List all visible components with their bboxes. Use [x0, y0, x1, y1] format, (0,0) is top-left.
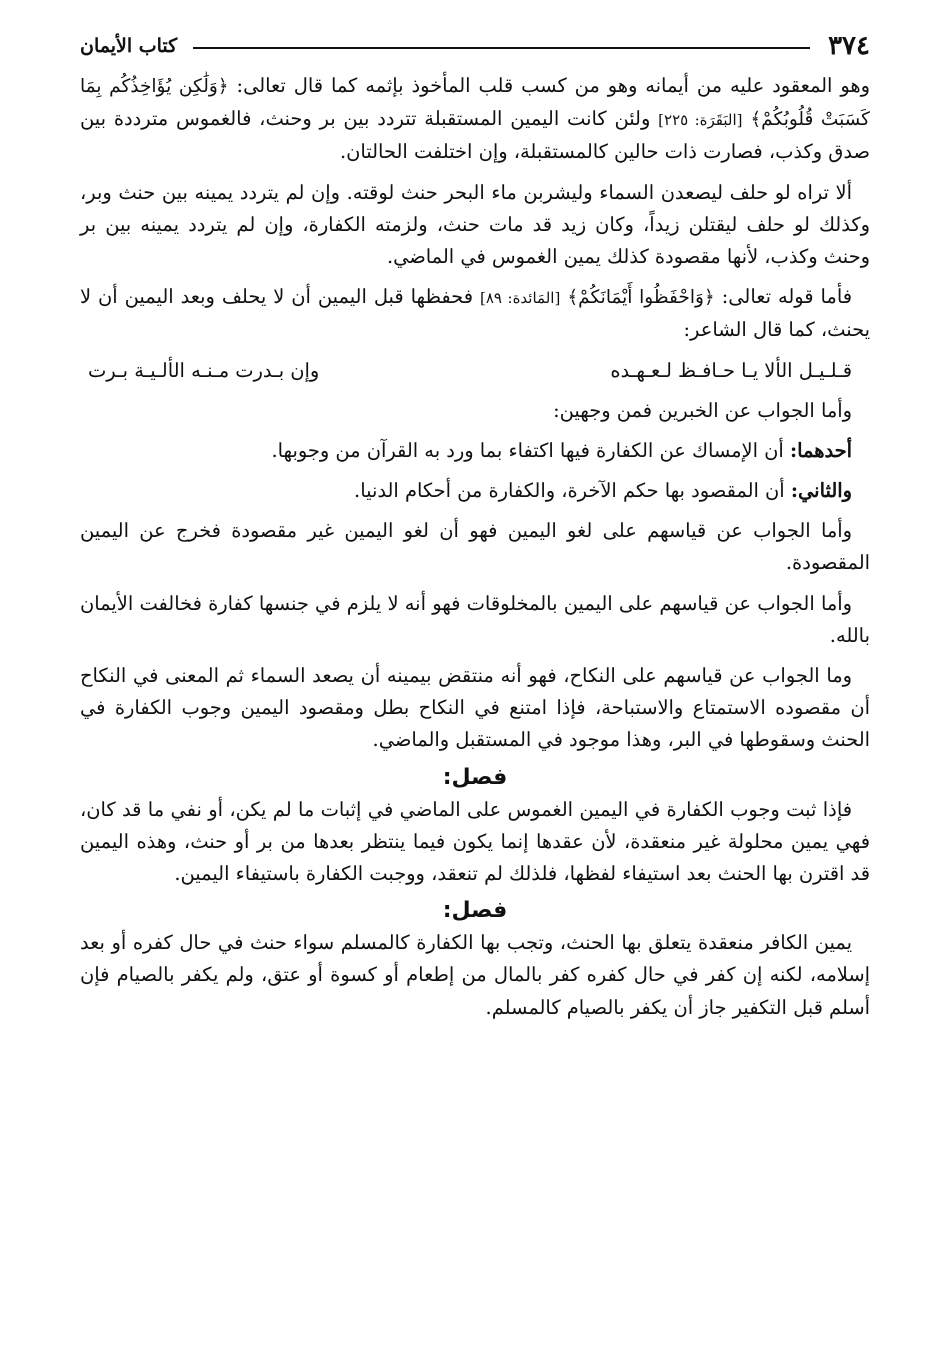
paragraph-10: فإذا ثبت وجوب الكفارة في اليمين الغموس على الماضي في إثبات ما لم يكن، أو نفي ما قد كان، فهي يمين محلولة غير منعقدة، لأن عقدها إنما يكون فيما ينتظر بعدها من بر أو حنث، وهذه اليمين قد اقترن بها الحنث بعد استيفاء لفظها، فلذلك لم تنعقد، ووجبت الكفارة باستيفاء اليمين.	[80, 797, 870, 886]
poem-second-hemistich: وإن بـدرت مـنـه الألـيـة بـرت	[88, 358, 320, 382]
paragraph-1-end: ولئن كانت اليمين المستقبلة تتردد بين بر وحنث، فالغموس مترددة بين صدق وكذب، فصارت ذات حالين كالمستقبلة، وإن اختلفت الحالتان.	[80, 107, 870, 164]
paragraph-4: وأما الجواب عن الخبرين فمن وجهين:	[553, 398, 852, 422]
second-point-label: والثاني:	[790, 479, 852, 503]
paragraph-1	[80, 70, 870, 169]
page-header	[80, 22, 870, 70]
poem-verse	[88, 355, 852, 387]
quran-verse-1: ﴿وَلَٰكِن يُؤَاخِذُكُم بِمَا كَسَبَتْ قُلُوبُكُمْ﴾	[80, 76, 870, 131]
paragraph-8: وأما الجواب عن قياسهم على اليمين بالمخلوقات فهو أنه لا يلزم في جنسها كفارة فخالفت الأيمان بالله.	[80, 591, 870, 647]
paragraph-11: يمين الكافر منعقدة يتعلق بها الحنث، وتجب بها الكفارة كالمسلم سواء حنث في حال كفره أو بعد إسلامه، لكنه إن كفر في حال كفره كفر بالمال من إطعام أو كسوة أو عتق، ولم يكفر بالصيام فإن أسلم قبل التكفير جاز أن يكفر بالصيام كالمسلم.	[80, 931, 870, 1019]
verse-reference-1: [البَقَرَة: ٢٢٥]	[658, 111, 743, 130]
page-number: ٣٧٤	[828, 31, 870, 61]
paragraph-3	[80, 281, 870, 346]
second-point-text: أن المقصود بها حكم الآخرة، والكفارة من أحكام الدنيا.	[354, 479, 791, 503]
paragraph-7: وأما الجواب عن قياسهم على لغو اليمين فهو أن لغو اليمين غير مقصودة فخرج عن اليمين المقصودة.	[80, 519, 870, 575]
verse-reference-2: [المَائدة: ٨٩]	[479, 289, 561, 308]
poem-first-hemistich: قـلـيـل الألا يـا حـافـظ لـعـهـده	[610, 358, 852, 382]
book-page	[80, 22, 870, 1032]
first-point-text: أن الإمساك عن الكفارة فيها اكتفاء بما ورد به القرآن من وجوبها.	[271, 438, 790, 462]
section-heading-2: فصل:	[442, 898, 508, 924]
paragraph-9: وما الجواب عن قياسهم على النكاح، فهو أنه منتقض بيمينه أن يصعد السماء ثم المعنى في النكاح أن مقصوده الاستمتاع والاستباحة، فإذا امتنع في النكاح بطل ومقصود اليمين وجوب الكفارة في الحنث وسقوطها في البر، وهذا موجود في المستقبل والماضي.	[80, 664, 870, 752]
quran-verse-2: ﴿وَاحْفَظُوا أَيْمَانَكُمْ﴾	[567, 287, 715, 309]
paragraph-2: ألا تراه لو حلف ليصعدن السماء وليشربن ماء البحر حنث لوقته. وإن لم يتردد يمينه بين حنث وبر، وكذلك لو حلف ليقتلن زيداً، وكان زيد قد مات حنث، ولزمته الكفارة، وإن لم يتردد يمينه بين بر وحنث وكذب، لأنها مقصودة كذلك يمين الغموس في الماضي.	[80, 180, 870, 269]
paragraph-3-start: فأما قوله تعالى:	[714, 285, 852, 309]
first-point-label: أحدهما:	[789, 438, 852, 462]
paragraph-3-end: فحفظها قبل اليمين أن لا يحلف وبعد اليمين أن لا يحنث، كما قال الشاعر:	[80, 285, 870, 342]
paragraph-6	[80, 475, 870, 507]
chapter-title: كتاب الأيمان	[80, 35, 178, 57]
section-heading-1: فصل:	[442, 764, 508, 790]
paragraph-1-start: وهو المعقود عليه من أيمانه وهو من كسب قلب المأخوذ بإثمه كما قال تعالى:	[228, 74, 870, 97]
paragraph-5	[80, 435, 870, 467]
header-rule	[193, 47, 810, 49]
